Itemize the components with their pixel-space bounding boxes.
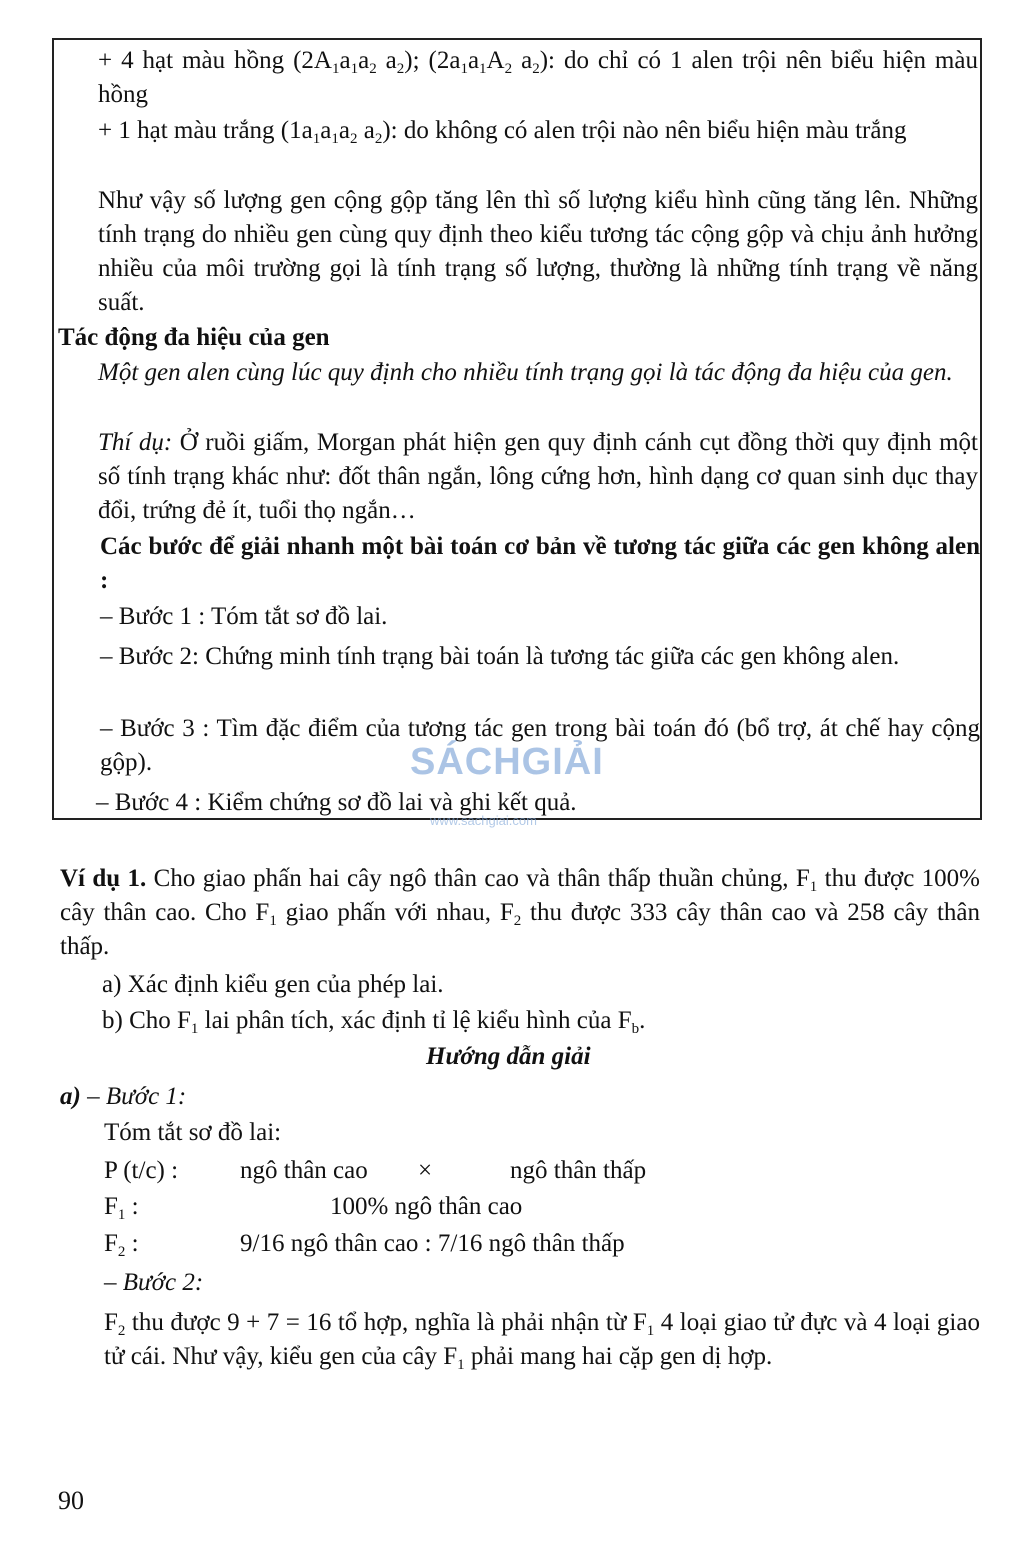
- cross-f2-label: $F_2$ :: [104, 1230, 139, 1260]
- cross-f2-value: 9/16 ngô thân cao : 7/16 ngô thân thấp: [240, 1230, 625, 1257]
- quantitative-trait-paragraph: Như vậy số lượng gen cộng gộp tăng lên thì số lượng kiểu hình cũng tăng lên. Những tính trạng do nhiều gen cùng quy định theo kiểu tương tác cộng gộp và chịu ảnh hưởng nhiều của môi trường gọi là tính trạng số lượng, thường là những tính trạng về năng suất.: [98, 187, 978, 316]
- question-b: b) Cho $F_1$ lai phân tích, xác định tỉ lệ kiểu hình của $F_b$.: [102, 1007, 646, 1037]
- cross-f1-label: $F_1$ :: [104, 1193, 139, 1223]
- step-2-conclusion: $F_2$ thu được 9 + 7 = 16 tổ hợp, nghĩa là phải nhận từ $F_1$ 4 loại giao tử đực và 4 loại giao tử cái. Như vậy, kiểu gen của cây $F_1$ phải mang hai cặp gen dị hợp.: [104, 1309, 980, 1373]
- step-3: – Bước 3 : Tìm đặc điểm của tương tác gen trong bài toán đó (bổ trợ, át chế hay cộng gộp).: [100, 715, 980, 776]
- pleiotropy-example: Thí dụ: Ở ruồi giấm, Morgan phát hiện gen quy định cánh cụt đồng thời quy định một số tính trạng khác như: đốt thân ngắn, lông cứng hơn, hình dạng cơ quan sinh dục thay đổi, trứng đẻ ít, tuổi thọ ngắn…: [98, 429, 978, 524]
- page-number: 90: [58, 1486, 84, 1515]
- watermark-logo: SÁCHGIẢI: [410, 741, 604, 783]
- example-label: Thí dụ:: [98, 429, 173, 456]
- cross-f1-value: 100% ngô thân cao: [330, 1193, 523, 1220]
- example-1-statement: Ví dụ 1. Cho giao phấn hai cây ngô thân cao và thân thấp thuần chủng, $F_1$ thu được 100% cây thân cao. Cho $F_1$ giao phấn với nhau, $F_2$ thu được 333 cây thân cao và 258 cây thân thấp.: [60, 865, 980, 960]
- white-seeds-paragraph: + 1 hạt màu trắng ($1a_1a_1a_2$ $a_2$): do không có alen trội nào nên biểu hiện màu trắng: [98, 117, 907, 147]
- step-2: – Bước 2: Chứng minh tính trạng bài toán là tương tác giữa các gen không alen.: [100, 643, 900, 670]
- pleiotropy-definition: Một gen alen cùng lúc quy định cho nhiều tính trạng gọi là tác động đa hiệu của gen.: [98, 359, 953, 386]
- steps-title: Các bước để giải nhanh một bài toán cơ bản về tương tác giữa các gen không alen :: [100, 533, 980, 594]
- step-1: – Bước 1 : Tóm tắt sơ đồ lai.: [100, 603, 388, 630]
- watermark-url: www.sachgiai.com: [430, 813, 537, 828]
- cross-symbol: ×: [418, 1157, 433, 1184]
- cross-summary-label: Tóm tắt sơ đồ lai:: [104, 1119, 282, 1146]
- part-a-step-1: a) – Bước 1:: [60, 1083, 187, 1110]
- part-a-step-2: – Bước 2:: [104, 1269, 204, 1296]
- pink-seeds-paragraph: + 4 hạt màu hồng ($2A_1a_1a_2$ $a_2$); ($2a_1a_1A_2$ $a_2$): do chỉ có 1 alen trội nên biểu hiện màu hồng: [98, 47, 978, 108]
- cross-p-label: P (t/c) :: [104, 1157, 179, 1184]
- question-a: a) Xác định kiểu gen của phép lai.: [102, 971, 444, 998]
- solution-title: Hướng dẫn giải: [426, 1043, 591, 1070]
- cross-p-left: ngô thân cao: [240, 1157, 368, 1184]
- cross-p-right: ngô thân thấp: [510, 1157, 647, 1184]
- pleiotropy-heading: Tác động đa hiệu của gen: [58, 324, 330, 351]
- step-4: – Bước 4 : Kiểm chứng sơ đồ lai và ghi kết quả.: [96, 789, 577, 816]
- example-1-label: Ví dụ 1.: [60, 865, 147, 892]
